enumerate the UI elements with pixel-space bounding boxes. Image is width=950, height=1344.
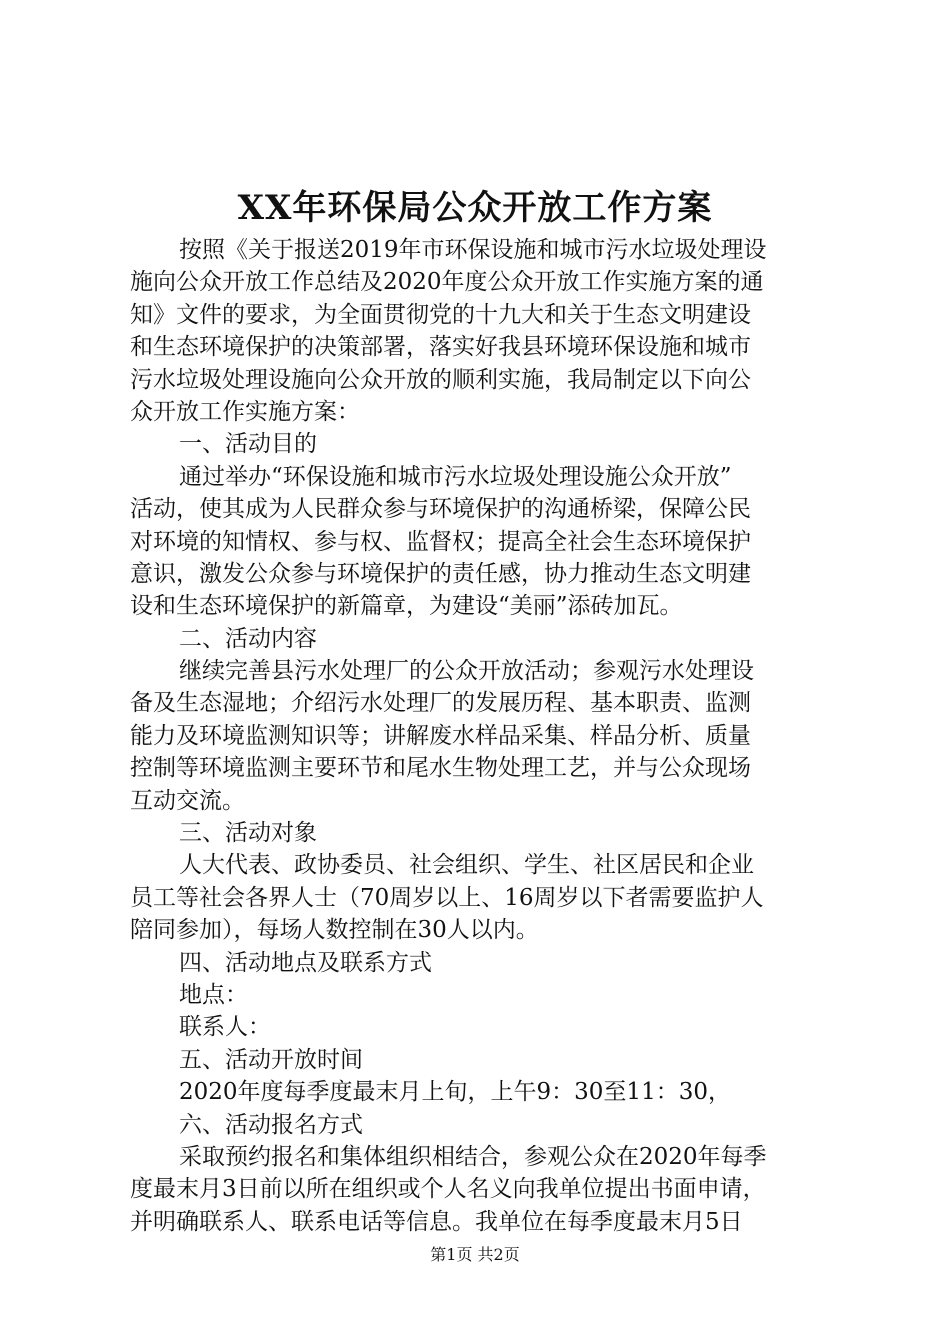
text-line: 设和生态环境保护的新篇章，为建设“美丽”添砖加瓦。 [130,593,683,620]
text-line: 继续完善县污水处理厂的公众开放活动；参观污水处理设 [179,658,754,685]
text-line: 能力及环境监测知识等；讲解废水样品采集、样品分析、质量 [130,722,751,749]
text-line: 度最末月3日前以所在组织或个人名义向我单位提出书面申请， [130,1176,766,1203]
section-heading: 五、活动开放时间 [179,1046,363,1073]
text-line: 人大代表、政协委员、社会组织、学生、社区居民和企业 [179,852,754,879]
text-line: 互动交流。 [130,787,245,814]
document-body [130,234,830,1238]
page-footer: 第1页 共2页 [430,1245,520,1264]
text-line: 众开放工作实施方案： [130,398,360,425]
text-line: 员工等社会各界人士（70周岁以上、16周岁以下者需要监护人 [130,884,764,911]
text-line: 知》文件的要求，为全面贯彻党的十九大和关于生态文明建设 [130,301,751,328]
text-line: 和生态环境保护的决策部署，落实好我县环境环保设施和城市 [130,334,751,361]
text-line: 按照《关于报送2019年市环保设施和城市污水垃圾处理设 [179,237,767,263]
text-line: 陪同参加），每场人数控制在30人以内。 [130,917,539,944]
section-heading: 二、活动内容 [179,625,317,652]
text-line: 对环境的知情权、参与权、监督权；提高全社会生态环境保护 [130,528,751,555]
text-line: 污水垃圾处理设施向公众开放的顺利实施，我局制定以下向公 [130,366,751,393]
section-heading: 六、活动报名方式 [179,1111,363,1138]
text-line: 采取预约报名和集体组织相结合，参观公众在2020年每季 [179,1143,767,1170]
document-title: XX年环保局公众开放工作方案 [237,188,713,228]
section-heading: 四、活动地点及联系方式 [179,949,432,976]
text-line: 控制等环境监测主要环节和尾水生物处理工艺，并与公众现场 [130,755,751,782]
section-heading: 三、活动对象 [179,820,317,847]
text-line: 联系人： [179,1014,271,1041]
text-line: 施向公众开放工作总结及2020年度公众开放工作实施方案的通 [130,269,764,296]
text-line: 意识，激发公众参与环境保护的责任感，协力推动生态文明建 [130,560,751,587]
text-line: 通过举办“环保设施和城市污水垃圾处理设施公众开放” [179,463,732,490]
text-line: 活动，使其成为人民群众参与环境保护的沟通桥梁，保障公民 [130,496,751,523]
text-line: 地点： [179,981,248,1008]
text-line: 并明确联系人、联系电话等信息。我单位在每季度最末月5日 [130,1208,743,1235]
text-line: 备及生态湿地；介绍污水处理厂的发展历程、基本职责、监测 [130,690,751,717]
section-heading: 一、活动目的 [179,431,317,458]
text-line: 2020年度每季度最末月上旬，上午9：30至11：30， [179,1079,731,1106]
